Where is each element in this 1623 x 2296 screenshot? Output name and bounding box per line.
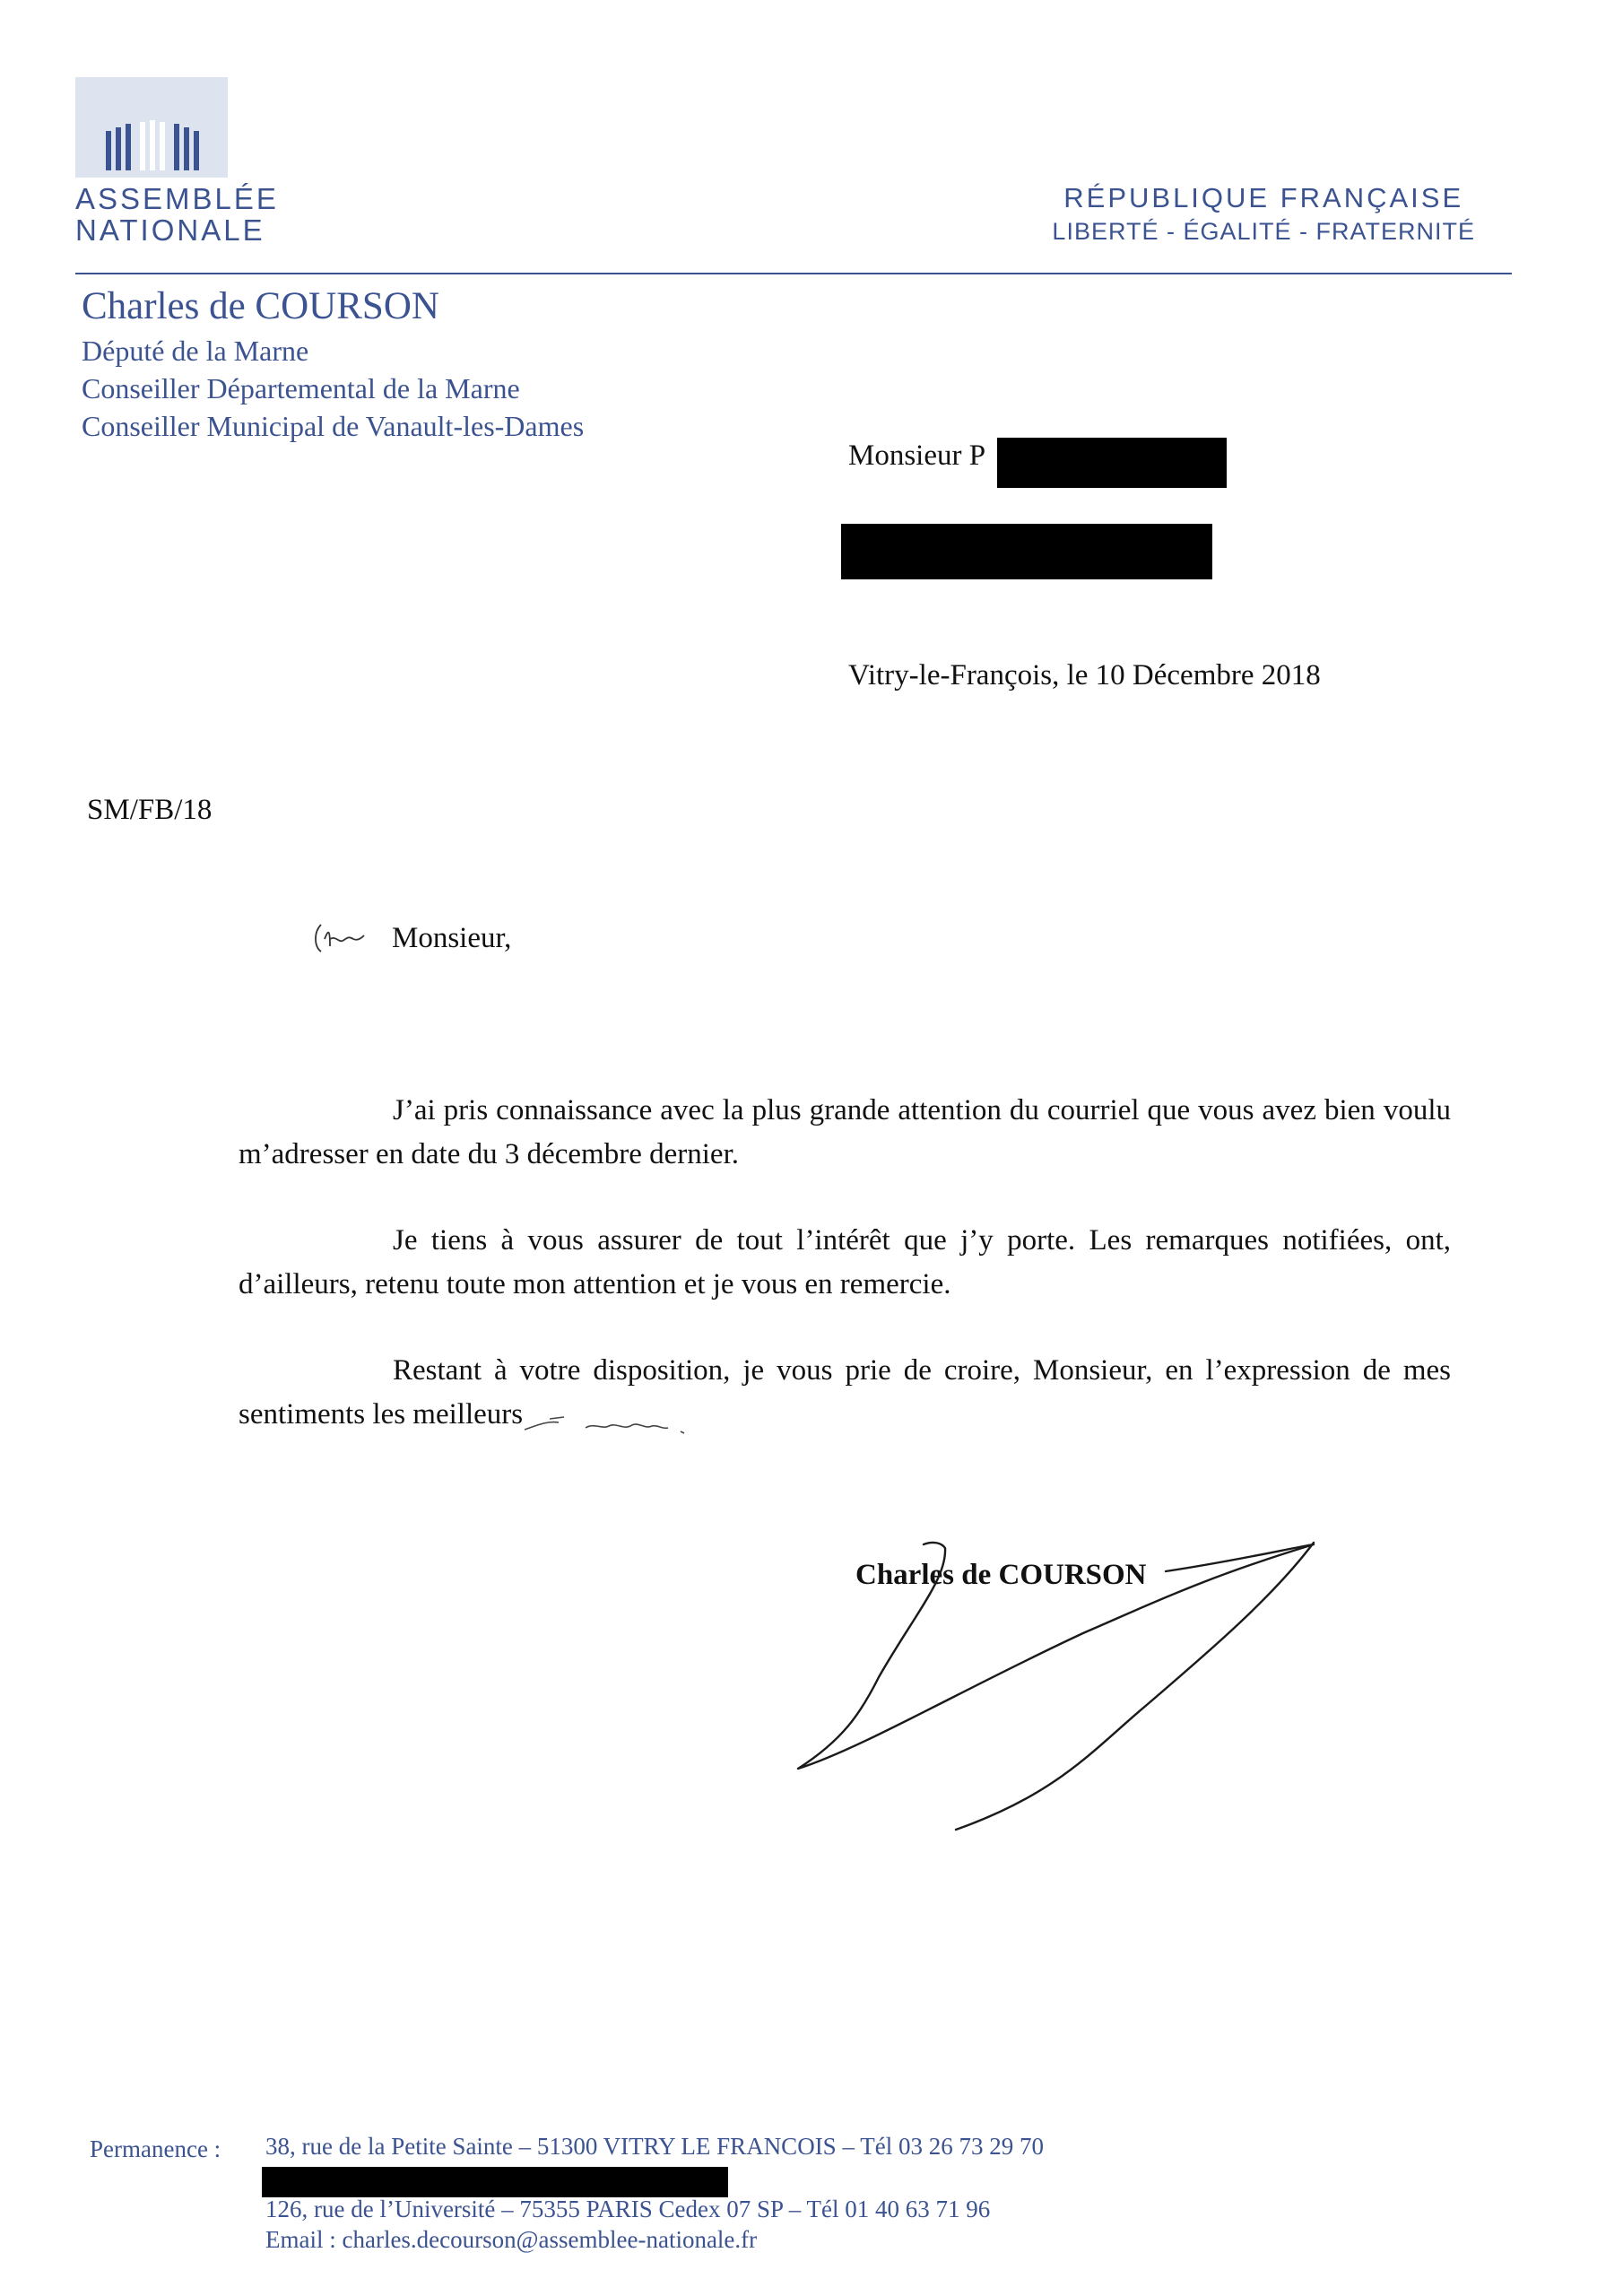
sender-role: Conseiller Municipal de Vanault-les-Dames (82, 410, 585, 442)
closing-text: Restant à votre disposition, je vous prie de croire, Monsieur, en l’expression de mes sentiments les meilleurs (239, 1354, 1451, 1431)
body-paragraph (239, 1349, 1451, 1437)
permanence-label: Permanence : (90, 2135, 221, 2162)
handwritten-cher-icon (312, 919, 366, 955)
footer-address-paris: 126, rue de l’Université – 75355 PARIS Cedex 07 SP – Tél 01 40 63 71 96 (265, 2196, 991, 2222)
handwritten-addition-icon (523, 1410, 738, 1437)
handwritten-signature (789, 1498, 1345, 1839)
republic-motto (1052, 181, 1475, 248)
letter-body (239, 1089, 1451, 1479)
republic-title: RÉPUBLIQUE FRANÇAISE (1063, 182, 1464, 213)
salutation: Monsieur, (392, 922, 512, 954)
recipient-block (848, 439, 985, 473)
sender-role: Député de la Marne (82, 335, 309, 367)
body-paragraph: J’ai pris connaissance avec la plus grande attention du courriel que vous avez bien voulu m’adresser en date du 3 décembre dernier. (239, 1094, 1451, 1170)
sender-name: Charles de COURSON (82, 285, 439, 327)
logo-text (75, 183, 279, 246)
footer-email: Email : charles.decourson@assemblee-nationale.fr (265, 2226, 758, 2253)
date-line: Vitry-le-François, le 10 Décembre 2018 (848, 659, 1321, 691)
sender-role: Conseiller Départemental de la Marne (82, 372, 520, 404)
hemicycle-columns-icon (75, 77, 228, 178)
redaction-box (841, 524, 1212, 579)
sender-block (82, 282, 584, 445)
header-divider (75, 273, 1512, 274)
signature-name: Charles de COURSON (855, 1559, 1147, 1591)
logo-line-2: NATIONALE (75, 213, 265, 247)
republic-motto-line: LIBERTÉ - ÉGALITÉ - FRATERNITÉ (1052, 218, 1475, 245)
body-paragraph: Je tiens à vous assurer de tout l’intérêt que j’y porte. Les remarques notifiées, ont, d’ailleurs, retenu toute mon attention et je vous en remercie. (239, 1224, 1451, 1300)
reference-code: SM/FB/18 (87, 794, 213, 826)
assemblee-nationale-logo (75, 77, 279, 253)
redaction-box (262, 2167, 728, 2197)
footer-address-vitry: 38, rue de la Petite Sainte – 51300 VITRY LE FRANCOIS – Tél 03 26 73 29 70 (265, 2133, 1044, 2160)
redaction-box (997, 438, 1227, 488)
recipient-name: Monsieur P (848, 439, 986, 472)
logo-line-1: ASSEMBLÉE (75, 182, 279, 215)
